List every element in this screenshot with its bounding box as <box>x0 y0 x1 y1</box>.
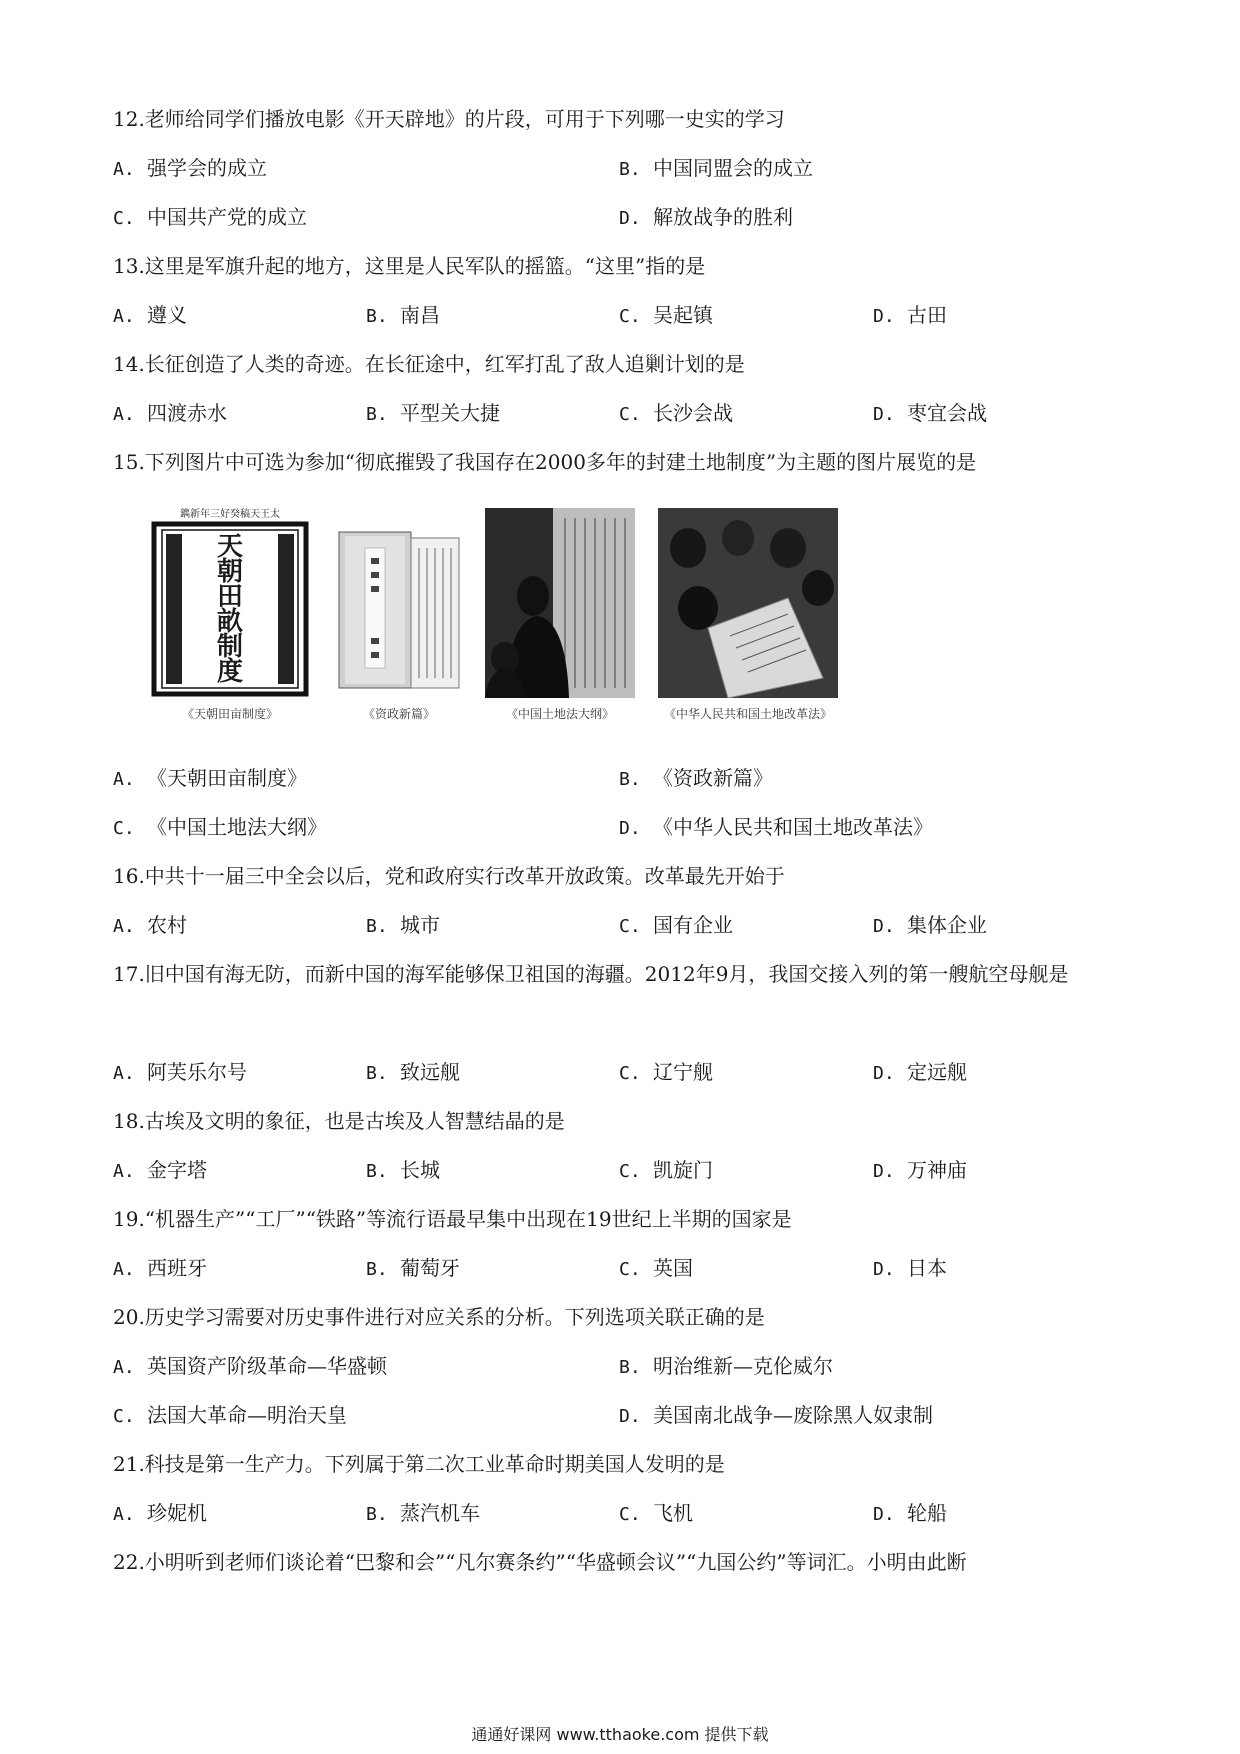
option-text: 珍妮机 <box>147 1501 207 1525</box>
question-12-options-row1 <box>113 144 1133 193</box>
q16-option-c <box>619 901 733 951</box>
option-text: 《中国土地法大纲》 <box>147 815 327 839</box>
question-20-options-row2 <box>113 1391 1133 1440</box>
option-letter: C. <box>619 916 641 937</box>
option-letter: C. <box>113 818 135 839</box>
title-char: 制 <box>216 632 243 662</box>
option-letter: C. <box>619 404 641 425</box>
q12-option-b <box>619 144 813 194</box>
question-18-options <box>113 1146 1133 1195</box>
option-letter: D. <box>873 1504 895 1525</box>
tudifa-photo-image <box>485 508 635 698</box>
option-letter: D. <box>873 1259 895 1280</box>
title-char: 朝 <box>216 557 243 587</box>
q13-option-d <box>873 291 947 341</box>
option-text: 葡萄牙 <box>400 1256 460 1280</box>
option-text: 《中华人民共和国土地改革法》 <box>653 815 933 839</box>
option-text: 国有企业 <box>653 913 733 937</box>
q21-option-b <box>366 1489 480 1539</box>
option-text: 集体企业 <box>907 913 987 937</box>
option-text: 枣宜会战 <box>907 401 987 425</box>
option-text: 南昌 <box>400 303 440 327</box>
option-text: 日本 <box>907 1256 947 1280</box>
question-19-options <box>113 1244 1133 1293</box>
q15-option-d <box>619 803 933 853</box>
option-letter: D. <box>873 916 895 937</box>
option-text: 长城 <box>400 1158 440 1182</box>
tianchao-document-image <box>150 508 310 698</box>
q15-option-b <box>619 754 773 804</box>
option-text: 金字塔 <box>147 1158 207 1182</box>
option-letter: A. <box>113 404 135 425</box>
option-text: 蒸汽机车 <box>400 1501 480 1525</box>
question-17-stem: 17.旧中国有海无防，而新中国的海军能够保卫祖国的海疆。2012年9月，我国交接入列的第一艘航空母舰是 <box>113 962 1069 986</box>
q13-option-a <box>113 291 187 341</box>
q16-option-a <box>113 901 187 951</box>
question-13-stem: 13.这里是军旗升起的地方，这里是人民军队的摇篮。“这里”指的是 <box>113 254 706 278</box>
question-17-options <box>113 1048 1133 1097</box>
title-char: 天 <box>216 532 243 562</box>
q15-option-a <box>113 754 307 804</box>
q18-option-d <box>873 1146 967 1196</box>
option-letter: D. <box>619 208 641 229</box>
q13-option-c <box>619 291 713 341</box>
option-letter: D. <box>619 818 641 839</box>
q18-option-b <box>366 1146 440 1196</box>
caption-zizheng: 《资政新篇》 <box>362 707 435 721</box>
option-text: 法国大革命—明治天皇 <box>147 1403 347 1427</box>
q16-option-b <box>366 901 440 951</box>
option-letter: B. <box>366 1063 388 1084</box>
option-text: 英国 <box>653 1256 693 1280</box>
option-text: 《资政新篇》 <box>653 766 773 790</box>
title-char: 畝 <box>216 607 243 637</box>
picture-tudi-gaigefa <box>658 508 838 698</box>
picture-tianchao <box>150 508 310 698</box>
option-letter: C. <box>619 306 641 327</box>
question-15-options-row2 <box>113 803 1133 852</box>
q14-option-b <box>366 389 500 439</box>
option-text: 城市 <box>400 913 440 937</box>
q20-option-c <box>113 1391 347 1441</box>
q17-option-d <box>873 1048 967 1098</box>
q12-option-a <box>113 144 267 194</box>
option-text: 解放战争的胜利 <box>653 205 793 229</box>
option-letter: A. <box>113 1357 135 1378</box>
tianchao-banner: 鐫新年三好癸稿天王太 <box>180 509 280 520</box>
q20-option-b <box>619 1342 833 1392</box>
option-letter: B. <box>366 916 388 937</box>
q17-option-c <box>619 1048 713 1098</box>
q14-option-d <box>873 389 987 439</box>
option-text: 致远舰 <box>400 1060 460 1084</box>
option-text: 辽宁舰 <box>653 1060 713 1084</box>
q19-option-b <box>366 1244 460 1294</box>
option-letter: D. <box>873 306 895 327</box>
option-text: 阿芙乐尔号 <box>147 1060 247 1084</box>
option-letter: B. <box>366 1259 388 1280</box>
question-16-options <box>113 901 1133 950</box>
option-text: 平型关大捷 <box>400 401 500 425</box>
question-14-stem: 14.长征创造了人类的奇迹。在长征途中，红军打乱了敌人追剿计划的是 <box>113 352 745 376</box>
question-21-stem: 21.科技是第一生产力。下列属于第二次工业革命时期美国人发明的是 <box>113 1452 725 1476</box>
q20-option-a <box>113 1342 387 1392</box>
page-footer: 通通好课网 www.tthaoke.com 提供下载 <box>471 1725 769 1744</box>
question-19-stem: 19.“机器生产”“工厂”“铁路”等流行语最早集中出现在19世纪上半期的国家是 <box>113 1207 792 1231</box>
option-text: 长沙会战 <box>653 401 733 425</box>
option-text: 明治维新—克伦威尔 <box>653 1354 833 1378</box>
q16-option-d <box>873 901 987 951</box>
option-letter: B. <box>366 404 388 425</box>
option-letter: B. <box>366 1504 388 1525</box>
option-text: 飞机 <box>653 1501 693 1525</box>
caption-tudifa-dagang: 《中国土地法大纲》 <box>505 707 614 721</box>
option-text: 吴起镇 <box>653 303 713 327</box>
q12-option-d <box>619 193 793 243</box>
gaigefa-photo-image <box>658 508 838 698</box>
q14-option-c <box>619 389 733 439</box>
question-16-stem: 16.中共十一届三中全会以后，党和政府实行改革开放政策。改革最先开始于 <box>113 864 785 888</box>
question-18-stem: 18.古埃及文明的象征，也是古埃及人智慧结晶的是 <box>113 1109 565 1133</box>
tianchao-title <box>188 532 272 687</box>
q12-option-c <box>113 193 307 243</box>
picture-tudifa-dagang <box>485 508 635 698</box>
q15-option-c <box>113 803 327 853</box>
option-letter: A. <box>113 306 135 327</box>
option-text: 古田 <box>907 303 947 327</box>
q13-option-b <box>366 291 440 341</box>
option-letter: C. <box>113 1406 135 1427</box>
option-letter: A. <box>113 1161 135 1182</box>
option-letter: A. <box>113 1504 135 1525</box>
question-21-options <box>113 1489 1133 1538</box>
question-20-stem: 20.历史学习需要对历史事件进行对应关系的分析。下列选项关联正确的是 <box>113 1305 765 1329</box>
question-15-stem: 15.下列图片中可选为参加“彻底摧毁了我国存在2000多年的封建土地制度”为主题的图片展览的是 <box>113 450 977 474</box>
q18-option-a <box>113 1146 207 1196</box>
option-letter: B. <box>619 769 641 790</box>
option-letter: C. <box>619 1063 641 1084</box>
option-letter: D. <box>873 1063 895 1084</box>
zizheng-book-image <box>335 508 463 698</box>
option-letter: D. <box>873 404 895 425</box>
q17-option-b <box>366 1048 460 1098</box>
option-letter: C. <box>619 1504 641 1525</box>
option-text: 《天朝田亩制度》 <box>147 766 307 790</box>
caption-tudi-gaigefa: 《中华人民共和国土地改革法》 <box>663 707 832 721</box>
option-letter: A. <box>113 769 135 790</box>
option-text: 四渡赤水 <box>147 401 227 425</box>
q21-option-d <box>873 1489 947 1539</box>
option-letter: B. <box>366 1161 388 1182</box>
q17-option-a <box>113 1048 247 1098</box>
option-text: 轮船 <box>907 1501 947 1525</box>
option-letter: C. <box>619 1161 641 1182</box>
option-text: 英国资产阶级革命—华盛顿 <box>147 1354 387 1378</box>
question-14-options <box>113 389 1133 438</box>
question-12-options-row2 <box>113 193 1133 242</box>
option-letter: A. <box>113 1259 135 1280</box>
title-char: 度 <box>216 657 243 687</box>
question-22-stem: 22.小明听到老师们谈论着“巴黎和会”“凡尔赛条约”“华盛顿会议”“九国公约”等词汇。小明由此断 <box>113 1550 967 1574</box>
option-letter: B. <box>366 306 388 327</box>
question-12-stem: 12.老师给同学们播放电影《开天辟地》的片段，可用于下列哪一史实的学习 <box>113 107 785 131</box>
picture-zizheng <box>335 508 463 698</box>
option-text: 西班牙 <box>147 1256 207 1280</box>
q21-option-c <box>619 1489 693 1539</box>
question-15-figure <box>150 508 870 728</box>
option-text: 凯旋门 <box>653 1158 713 1182</box>
option-text: 万神庙 <box>907 1158 967 1182</box>
question-20-options-row1 <box>113 1342 1133 1391</box>
option-letter: A. <box>113 916 135 937</box>
option-text: 定远舰 <box>907 1060 967 1084</box>
caption-tianchao: 《天朝田亩制度》 <box>181 707 278 721</box>
option-text: 强学会的成立 <box>147 156 267 180</box>
title-char: 田 <box>216 582 243 612</box>
option-letter: C. <box>113 208 135 229</box>
option-letter: A. <box>113 159 135 180</box>
option-text: 农村 <box>147 913 187 937</box>
question-13-options <box>113 291 1133 340</box>
option-letter: B. <box>619 159 641 180</box>
option-text: 中国共产党的成立 <box>147 205 307 229</box>
option-letter: A. <box>113 1063 135 1084</box>
q19-option-a <box>113 1244 207 1294</box>
option-text: 中国同盟会的成立 <box>653 156 813 180</box>
q21-option-a <box>113 1489 207 1539</box>
option-letter: C. <box>619 1259 641 1280</box>
q14-option-a <box>113 389 227 439</box>
q19-option-d <box>873 1244 947 1294</box>
question-15-options-row1 <box>113 754 1133 803</box>
option-text: 遵义 <box>147 303 187 327</box>
option-letter: D. <box>873 1161 895 1182</box>
q20-option-d <box>619 1391 933 1441</box>
option-letter: D. <box>619 1406 641 1427</box>
option-text: 美国南北战争—废除黑人奴隶制 <box>653 1403 933 1427</box>
q18-option-c <box>619 1146 713 1196</box>
option-letter: B. <box>619 1357 641 1378</box>
q19-option-c <box>619 1244 693 1294</box>
